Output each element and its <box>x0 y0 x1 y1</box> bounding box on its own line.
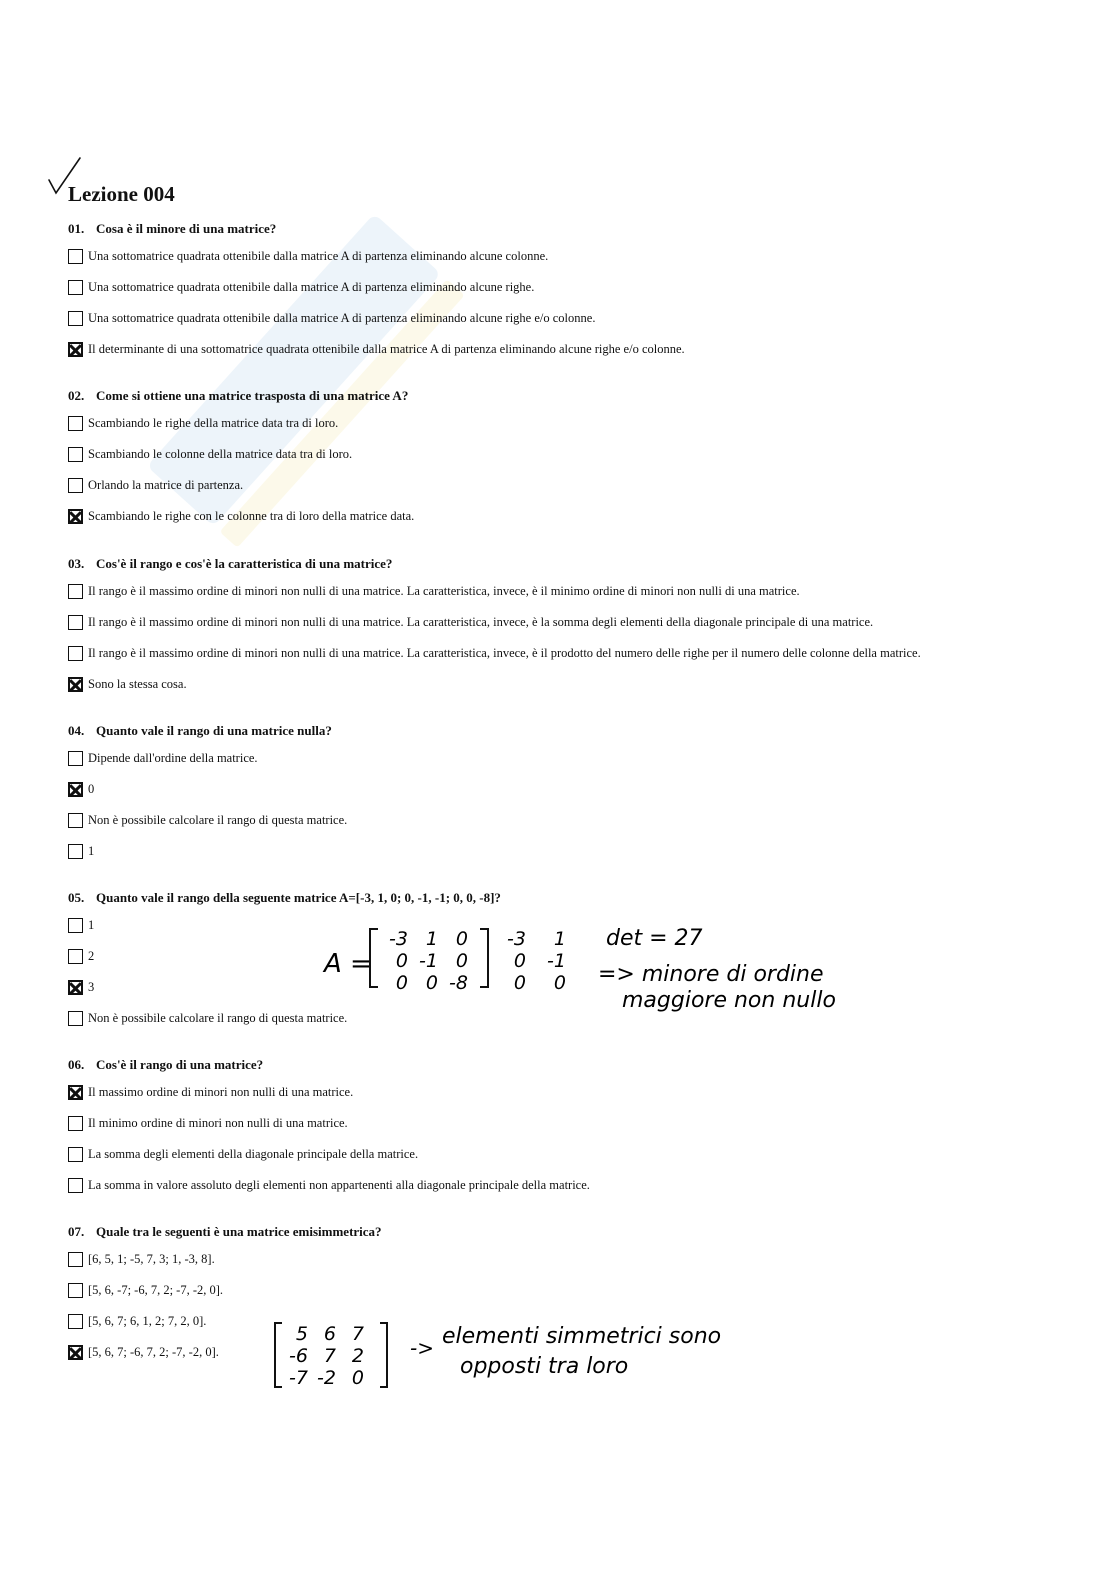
answer-option-text: Il minimo ordine di minori non nulli di una matrice. <box>88 1116 348 1130</box>
question-text: Quanto vale il rango della seguente matrice A=[-3, 1, 0; 0, -1, -1; 0, 0, -8]? <box>96 890 501 905</box>
question-heading <box>68 385 1078 407</box>
checkbox[interactable] <box>68 1283 83 1298</box>
checkbox[interactable] <box>68 918 83 933</box>
checkbox[interactable] <box>68 311 83 326</box>
question-number: 06. <box>68 1057 85 1072</box>
answer-option[interactable] <box>68 1084 1078 1115</box>
checked-checkbox[interactable] <box>68 1085 83 1100</box>
checkbox[interactable] <box>68 1314 83 1329</box>
question-heading <box>68 218 1078 240</box>
answer-option-text: Una sottomatrice quadrata ottenibile dalla matrice A di partenza eliminando alcune colonne. <box>88 249 549 263</box>
answer-option-text: Dipende dall'ordine della matrice. <box>88 751 258 765</box>
question-number: 07. <box>68 1224 85 1239</box>
matrix-entry: -8 <box>449 972 468 994</box>
answer-option-text: La somma in valore assoluto degli elementi non appartenenti alla diagonale principale della matrice. <box>88 1178 590 1192</box>
matrix-entry: 0 <box>553 972 566 994</box>
checkbox[interactable] <box>68 447 83 462</box>
answer-option-text: [5, 6, 7; 6, 1, 2; 7, 2, 0]. <box>88 1314 207 1328</box>
answer-option[interactable] <box>68 508 1078 539</box>
answer-option-text: Orlando la matrice di partenza. <box>88 478 244 492</box>
answer-option-text: 1 <box>88 918 95 932</box>
matrix-entry: -3 <box>389 928 408 950</box>
answer-option[interactable] <box>68 248 1078 279</box>
checkbox[interactable] <box>68 280 83 295</box>
answer-option[interactable] <box>68 1115 1078 1146</box>
answer-option-text: 0 <box>88 782 95 796</box>
question-heading <box>68 1221 1078 1243</box>
question-number: 01. <box>68 221 85 236</box>
answer-option[interactable] <box>68 812 1078 843</box>
answer-option-text: Il massimo ordine di minori non nulli di una matrice. <box>88 1085 354 1099</box>
question-number: 02. <box>68 388 85 403</box>
handwritten-note-matrix-b <box>270 1315 750 1395</box>
question-3 <box>68 553 1078 707</box>
answer-option[interactable] <box>68 781 1078 812</box>
checkbox[interactable] <box>68 1252 83 1267</box>
question-text: Come si ottiene una matrice trasposta di una matrice A? <box>96 388 409 403</box>
question-text: Quale tra le seguenti è una matrice emisimmetrica? <box>96 1224 382 1239</box>
answer-option-text: Una sottomatrice quadrata ottenibile dalla matrice A di partenza eliminando alcune righe. <box>88 280 535 294</box>
answer-option[interactable] <box>68 1146 1078 1177</box>
answer-option[interactable] <box>68 1282 1078 1313</box>
matrix-entry: -1 <box>547 950 566 972</box>
answer-option[interactable] <box>68 750 1078 781</box>
answer-option[interactable] <box>68 676 1078 707</box>
note-a-det: det = 27 <box>606 926 703 951</box>
question-heading <box>68 553 1078 575</box>
note-a-matrix <box>389 928 468 994</box>
matrix-entry: 0 <box>395 950 408 972</box>
checkbox[interactable] <box>68 949 83 964</box>
checkbox[interactable] <box>68 615 83 630</box>
answer-option-text: Scambiando le righe della matrice data tra di loro. <box>88 416 339 430</box>
question-6 <box>68 1054 1078 1208</box>
checkbox[interactable] <box>68 1147 83 1162</box>
answer-option[interactable] <box>68 614 1078 645</box>
answer-option-text: Scambiando le righe con le colonne tra di loro della matrice data. <box>88 509 415 523</box>
answer-option-text: La somma degli elementi della diagonale principale della matrice. <box>88 1147 419 1161</box>
answer-option-text: 2 <box>88 949 95 963</box>
question-number: 03. <box>68 556 85 571</box>
answer-option-text: [6, 5, 1; -5, 7, 3; 1, -3, 8]. <box>88 1252 215 1266</box>
answer-option-text: Scambiando le colonne della matrice data tra di loro. <box>88 447 353 461</box>
checked-checkbox[interactable] <box>68 1345 83 1360</box>
matrix-entry: -7 <box>289 1367 308 1389</box>
checkbox[interactable] <box>68 751 83 766</box>
answer-option-text: 3 <box>88 980 95 994</box>
checkbox[interactable] <box>68 1178 83 1193</box>
answer-option[interactable] <box>68 477 1078 508</box>
answer-option-text: Non è possibile calcolare il rango di questa matrice. <box>88 813 348 827</box>
question-heading <box>68 1054 1078 1076</box>
note-a-line1: => minore di ordine <box>598 962 824 987</box>
matrix-entry: 0 <box>425 972 438 994</box>
matrix-entry: -3 <box>507 928 526 950</box>
handwritten-note-matrix-a <box>320 915 850 1030</box>
note-a-line2: maggiore non nullo <box>622 988 836 1013</box>
checkbox[interactable] <box>68 1116 83 1131</box>
matrix-entry: -2 <box>317 1367 336 1389</box>
matrix-entry: -6 <box>289 1345 308 1367</box>
question-heading <box>68 887 1078 909</box>
answer-option-text: [5, 6, 7; -6, 7, 2; -7, -2, 0]. <box>88 1345 219 1359</box>
matrix-entry: 0 <box>513 950 526 972</box>
matrix-entry: 0 <box>351 1367 364 1389</box>
answer-option-text: Non è possibile calcolare il rango di questa matrice. <box>88 1011 348 1025</box>
answer-option-text: 1 <box>88 844 95 858</box>
question-text: Cosa è il minore di una matrice? <box>96 221 277 236</box>
matrix-entry: 2 <box>351 1345 364 1367</box>
answer-option-text: Una sottomatrice quadrata ottenibile dalla matrice A di partenza eliminando alcune righe e/o colonne. <box>88 311 596 325</box>
checked-checkbox[interactable] <box>68 509 83 524</box>
answer-option-text: Il rango è il massimo ordine di minori non nulli di una matrice. La caratteristica, invece, è il minimo ordine di minori non nulli di una matrice. <box>88 584 800 598</box>
matrix-entry: 0 <box>455 928 468 950</box>
question-text: Cos'è il rango di una matrice? <box>96 1057 264 1072</box>
matrix-entry: 5 <box>295 1323 308 1345</box>
checkbox[interactable] <box>68 813 83 828</box>
note-b-line1: elementi simmetrici sono <box>442 1324 722 1349</box>
lesson-title: Lezione 004 <box>68 182 175 206</box>
answer-option[interactable] <box>68 279 1078 310</box>
answer-option[interactable] <box>68 843 1078 874</box>
question-text: Cos'è il rango e cos'è la caratteristica di una matrice? <box>96 556 393 571</box>
answer-option-text: Il determinante di una sottomatrice quadrata ottenibile dalla matrice A di partenza eliminando alcune righe e/o colonne. <box>88 342 685 356</box>
question-number: 04. <box>68 723 85 738</box>
question-4 <box>68 720 1078 874</box>
matrix-entry: 0 <box>513 972 526 994</box>
answer-option-text: [5, 6, -7; -6, 7, 2; -7, -2, 0]. <box>88 1283 224 1297</box>
checkbox[interactable] <box>68 584 83 599</box>
checked-checkbox[interactable] <box>68 342 83 357</box>
answer-option-text: Il rango è il massimo ordine di minori non nulli di una matrice. La caratteristica, invece, è il prodotto del numero delle righe per il numero delle colonne della matrice. <box>88 646 921 660</box>
matrix-entry: 6 <box>323 1323 336 1345</box>
answer-option[interactable] <box>68 583 1078 614</box>
answer-option[interactable] <box>68 1177 1078 1208</box>
note-b-matrix <box>289 1323 364 1389</box>
note-b-arrow: -> <box>410 1336 434 1360</box>
question-1 <box>68 218 1078 372</box>
question-2 <box>68 385 1078 539</box>
question-text: Quanto vale il rango di una matrice nulla? <box>96 723 332 738</box>
checked-checkbox[interactable] <box>68 782 83 797</box>
answer-option[interactable] <box>68 1251 1078 1282</box>
checkbox[interactable] <box>68 249 83 264</box>
checked-checkbox[interactable] <box>68 980 83 995</box>
checkbox[interactable] <box>68 646 83 661</box>
checkbox[interactable] <box>68 844 83 859</box>
answer-option[interactable] <box>68 415 1078 446</box>
answer-option-text: Il rango è il massimo ordine di minori non nulli di una matrice. La caratteristica, invece, è la somma degli elementi della diagonale principale di una matrice. <box>88 615 874 629</box>
note-b-line2: opposti tra loro <box>460 1354 629 1379</box>
matrix-entry: 0 <box>455 950 468 972</box>
answer-option[interactable] <box>68 645 1078 676</box>
question-heading <box>68 720 1078 742</box>
checked-checkbox[interactable] <box>68 677 83 692</box>
answer-option-text: Sono la stessa cosa. <box>88 677 187 691</box>
matrix-entry: 1 <box>425 928 438 950</box>
matrix-entry: 7 <box>323 1345 336 1367</box>
note-a-svg <box>320 915 850 1030</box>
answer-option[interactable] <box>68 446 1078 477</box>
checkbox[interactable] <box>68 1011 83 1026</box>
matrix-entry: -1 <box>419 950 438 972</box>
checkbox[interactable] <box>68 478 83 493</box>
matrix-entry: 1 <box>553 928 566 950</box>
note-b-svg <box>270 1315 750 1395</box>
matrix-entry: 0 <box>395 972 408 994</box>
answer-option[interactable] <box>68 310 1078 341</box>
answer-option[interactable] <box>68 341 1078 372</box>
note-a-label: A = <box>324 949 372 979</box>
question-number: 05. <box>68 890 85 905</box>
matrix-entry: 7 <box>351 1323 364 1345</box>
checkbox[interactable] <box>68 416 83 431</box>
note-a-extension <box>507 928 566 994</box>
